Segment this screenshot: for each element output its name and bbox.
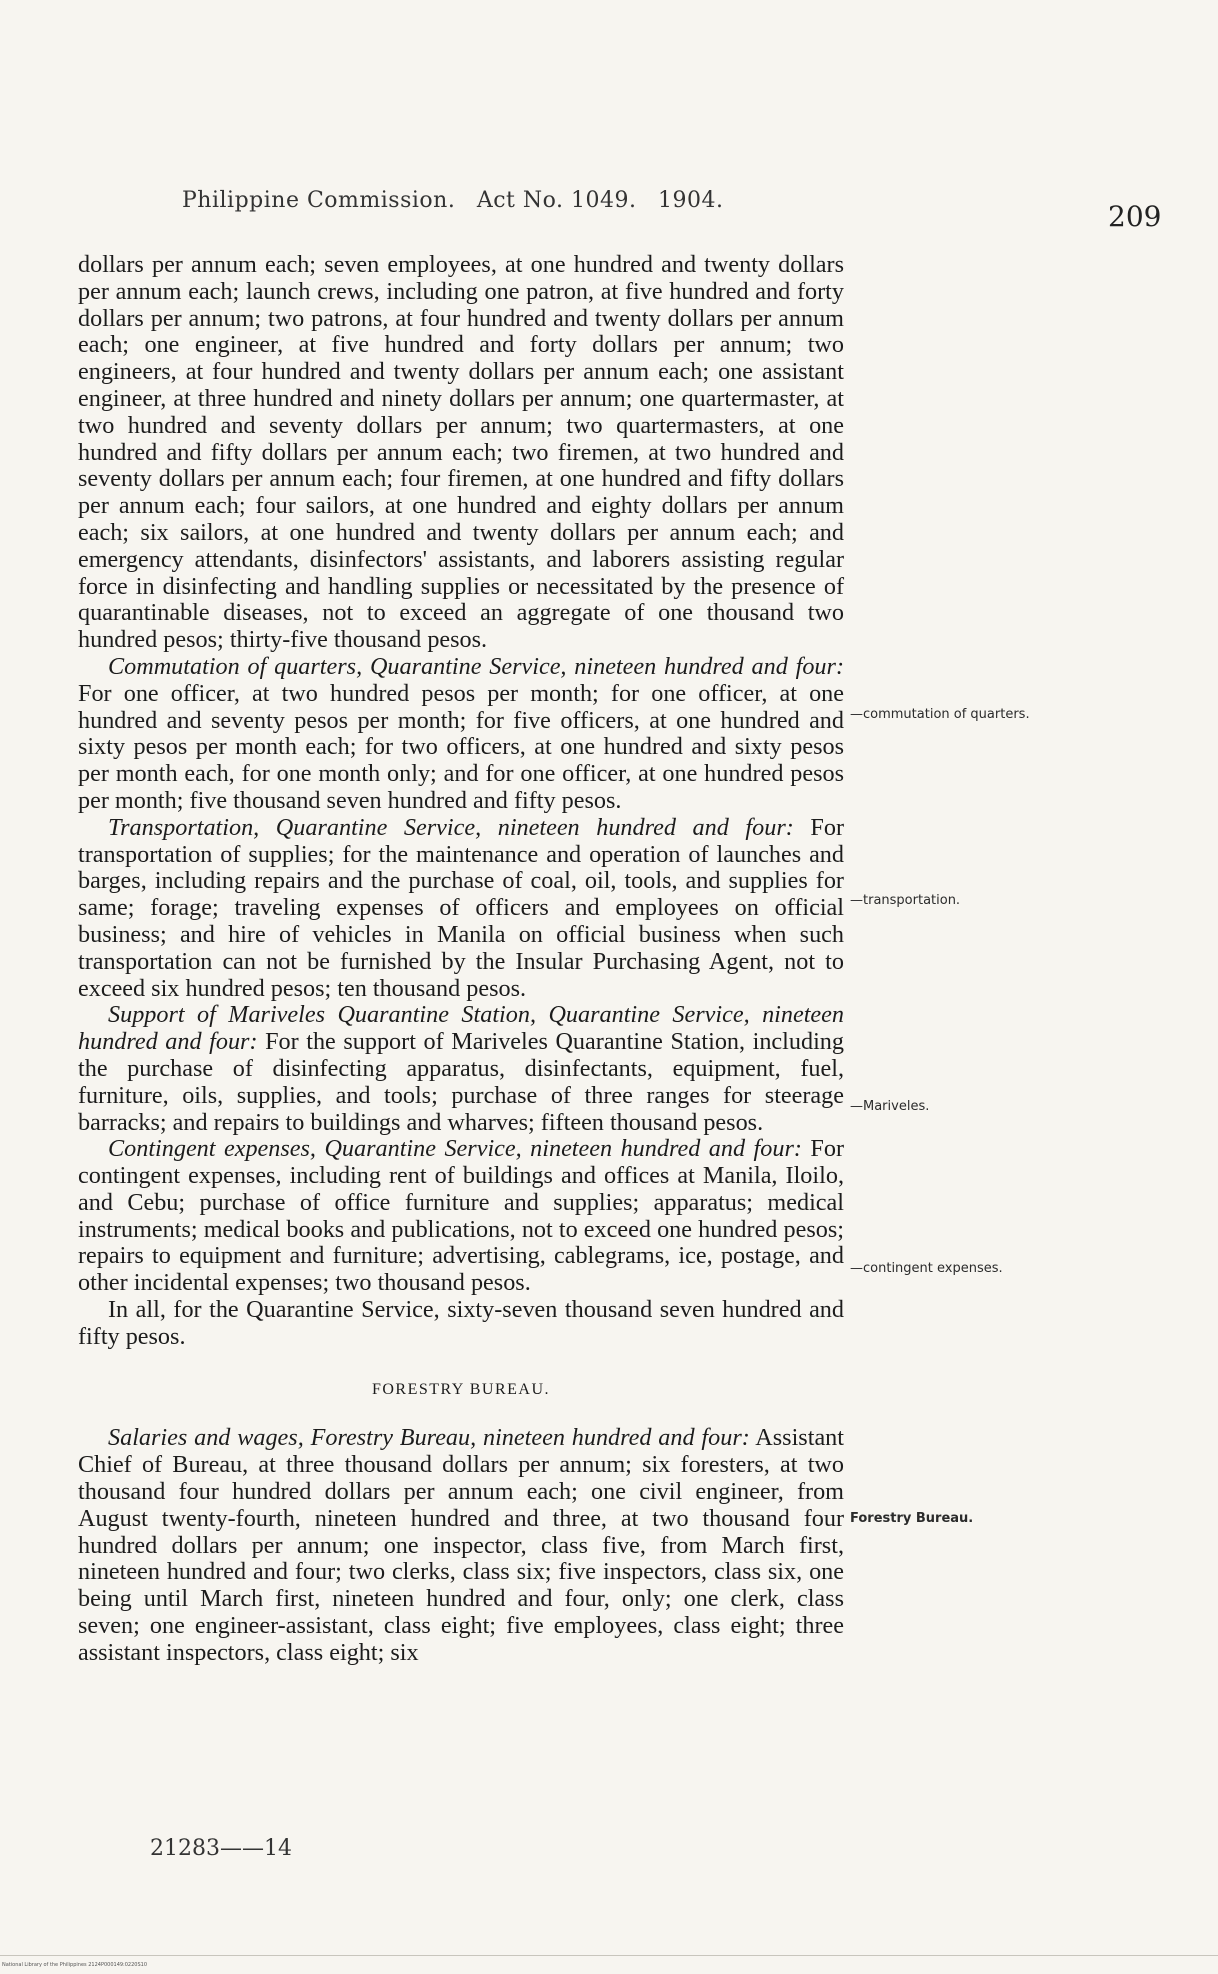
paragraph-text: For one officer, at two hundred pesos per month; for one officer, at one hundred and seventy pesos per month; for five officers, at one hundred and sixty pesos per month each; for two officers, at one hundred and sixty pesos per month each, for one month only; and for one officer, at one hundred pesos per month; five thousand seven hundred and fifty pesos. <box>78 679 844 814</box>
paragraph-text: Assistant Chief of Bureau, at three thousand dollars per annum; six foresters, at two thousand four hundred dollars per annum each; one civil engineer, from August twenty-fourth, nineteen hundred and three, at two thousand four hundred dollars per annum; one inspector, class five, from March first, nineteen hundred and four; two clerks, class six; five inspectors, class six, one being until March first, nineteen hundred and four, only; one clerk, class seven; one engineer-assistant, class eight; five employees, class eight; three assistant inspectors, class eight; six <box>78 1424 844 1666</box>
body-text <box>78 252 844 1667</box>
margin-note-transportation: —transportation. <box>850 893 961 908</box>
paragraph-mariveles <box>78 1002 844 1136</box>
running-header <box>182 188 742 213</box>
margin-note-contingent: —contingent expenses. <box>850 1261 1003 1276</box>
header-title: Philippine Commission. <box>182 188 456 213</box>
paragraph-commutation <box>78 654 844 815</box>
header-act: Act No. 1049. <box>476 188 637 213</box>
archive-stamp: National Library of the Philippines 2124P000149:0220S10 <box>2 1962 147 1968</box>
margin-note-commutation: —commutation of quarters. <box>850 707 1030 722</box>
section-title: FORESTRY BUREAU. <box>371 1380 551 1398</box>
page-number: 209 <box>1108 200 1162 233</box>
paragraph-contingent <box>78 1136 844 1297</box>
paragraph-heading: Contingent expenses, Quarantine Service, nineteen hundred and four: <box>108 1135 802 1163</box>
header-year: 1904. <box>657 188 724 213</box>
folio-signature: 21283——14 <box>150 1836 292 1861</box>
paragraph-forestry-salaries <box>78 1425 844 1666</box>
paragraph-total: In all, for the Quarantine Service, sixty-seven thousand seven hundred and fifty pesos. <box>78 1296 844 1350</box>
paragraph-heading: Transportation, Quarantine Service, nineteen hundred and four: <box>108 813 794 841</box>
paragraph-text: For contingent expenses, including rent of buildings and offices at Manila, Iloilo, and Cebu; purchase of office furniture and supplies; apparatus; medical instruments; medical books and publications, not to exceed one hundred pesos; repairs to equipment and furniture; advertising, cablegrams, ice, postage, and other incidental expenses; two thousand pesos. <box>78 1135 845 1297</box>
paragraph-heading: Commutation of quarters, Quarantine Service, nineteen hundred and four: <box>108 652 844 680</box>
paragraph-text: For transportation of supplies; for the maintenance and operation of launches and barges, including repairs and the purchase of coal, oil, tools, and supplies for same; forage; traveling expenses of officers and employees on official business; and hire of vehicles in Manila on official business when such transportation can not be furnished by the Insular Purchasing Agent, not to exceed six hundred pesos; ten thousand pesos. <box>78 813 845 1002</box>
margin-note-forestry: Forestry Bureau. <box>850 1511 974 1526</box>
paragraph-heading: Support of Mariveles Quarantine Station, Quarantine Service, nineteen hundred and four: <box>78 1001 844 1056</box>
paragraph-transportation <box>78 815 844 1003</box>
margin-note-mariveles: —Mariveles. <box>850 1099 930 1114</box>
paragraph-heading: Salaries and wages, Forestry Bureau, nineteen hundred and four: <box>108 1424 750 1452</box>
paragraph-text: For the support of Mariveles Quarantine Station, including the purchase of disinfecting apparatus, disinfectants, equipment, fuel, furniture, oils, supplies, and tools; purchase of three ranges for steerage barracks; and repairs to buildings and wharves; fifteen thousand pesos. <box>78 1028 844 1136</box>
paragraph-quarantine-salaries: dollars per annum each; seven employees, at one hundred and twenty dollars per annum each; launch crews, including one patron, at five hundred and forty dollars per annum; two patrons, at four hundred and twenty dollars per annum each; one engineer, at five hundred and forty dollars per annum; two engineers, at four hundred and twenty dollars per annum each; one assistant engineer, at three hundred and ninety dollars per annum; one quartermaster, at two hundred and seventy dollars per annum; two quartermasters, at one hundred and fifty dollars per annum each; two firemen, at two hundred and seventy dollars per annum each; four firemen, at one hundred and fifty dollars per annum each; four sailors, at one hundred and eighty dollars per annum each; six sailors, at one hundred and twenty dollars per annum each; and emergency attendants, disinfectors' assistants, and laborers assisting regular force in disinfecting and handling supplies or necessitated by the presence of quarantinable diseases, not to exceed an aggregate of one thousand two hundred pesos; thirty-five thousand pesos. <box>78 251 844 654</box>
footer-divider <box>0 1955 1218 1974</box>
